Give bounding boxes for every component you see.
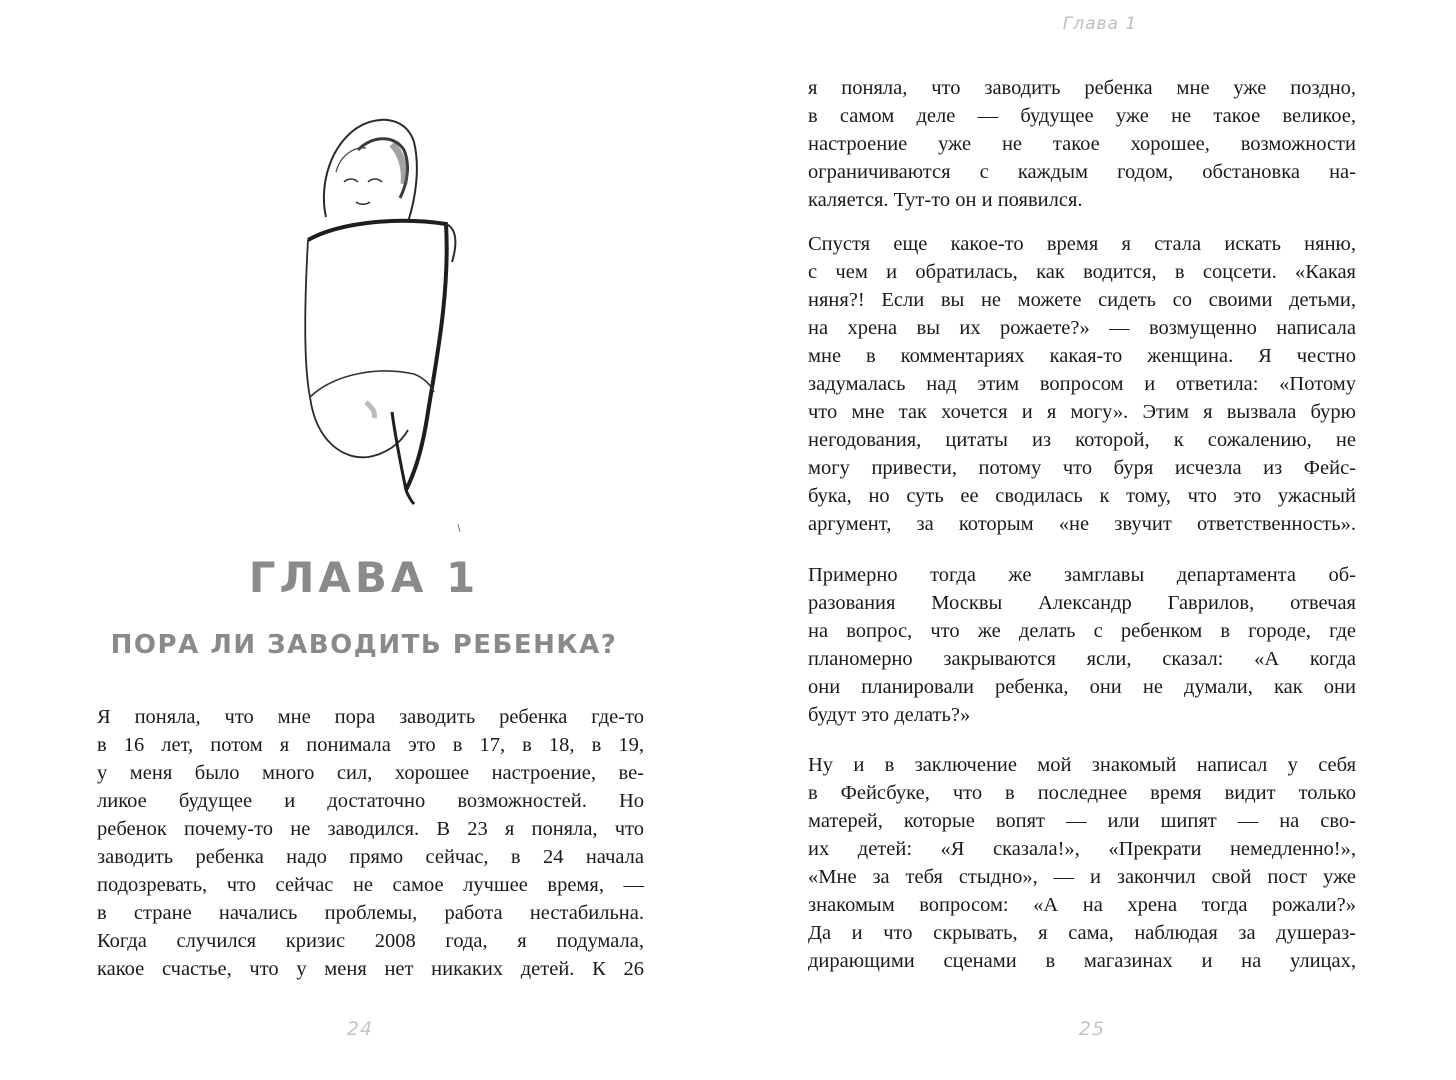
text-line: негодования, цитаты из которой, к сожалению, не [808,429,1356,451]
right-page [728,0,1456,1080]
text-line: с чем и обратилась, как водится, в соцсети. «Какая [808,261,1356,283]
text-line: я поняла, что заводить ребенка мне уже поздно, [808,77,1356,99]
page-number: 25 [1078,1018,1106,1040]
text-line: аргумент, за которым «не звучит ответственность». [808,513,1356,535]
text-line: задумалась над этим вопросом и ответила: «Потому [808,373,1356,395]
text-line: в стране начались проблемы, работа нестабильна. [97,902,644,924]
text-line: будут это делать?» [808,704,971,726]
text-line: их детей: «Я сказала!», «Прекрати немедленно!», [808,838,1356,860]
text-line: знакомым вопросом: «А на хрена тогда рожали?» [808,894,1356,916]
text-line: что мне так хочется и я могу». Этим я вызвала бурю [808,401,1356,423]
text-line: в самом деле — будущее уже не такое великое, [808,105,1356,127]
text-line: могу привести, потому что буря исчезла из Фейс- [808,457,1356,479]
text-line: ребенок почему-то не заводился. В 23 я поняла, что [97,818,644,840]
text-line: ликое будущее и достаточно возможностей. Но [97,790,644,812]
text-line: Примерно тогда же замглавы департамента об- [808,564,1356,586]
text-line: Ну и в заключение мой знакомый написал у себя [808,754,1356,776]
running-head: Глава 1 [1062,14,1138,34]
text-line: какое счастье, что у меня нет никаких детей. К 26 [97,958,644,980]
text-line: настроение уже не такое хорошее, возможности [808,133,1356,155]
text-line: няня?! Если вы не можете сидеть со своими детьми, [808,289,1356,311]
text-line: у меня было много сил, хорошее настроение, ве- [97,762,644,784]
text-line: мне в комментариях какая-то женщина. Я честно [808,345,1356,367]
text-line: на вопрос, что же делать с ребенком в городе, где [808,620,1356,642]
text-line: Когда случился кризис 2008 года, я подумала, [97,930,644,952]
page-number: 24 [346,1018,374,1040]
text-line: подозревать, что сейчас не самое лучшее время, — [97,874,644,896]
text-line: ограничиваются с каждым годом, обстановка на- [808,161,1356,183]
swaddled-baby-illustration [296,112,476,532]
text-line: они планировали ребенка, они не думали, как они [808,676,1356,698]
chapter-title: ПОРА ЛИ ЗАВОДИТЬ РЕБЕНКА? [110,630,618,660]
text-line: планомерно закрываются ясли, сказал: «А когда [808,648,1356,670]
text-line: матерей, которые вопят — или шипят — на сво- [808,810,1356,832]
text-line: Да и что скрывать, я сама, наблюдая за душераз- [808,922,1356,944]
text-line: заводить ребенка надо прямо сейчас, в 24 начала [97,846,644,868]
text-line: каляется. Тут-то он и появился. [808,189,1083,211]
text-line: в 16 лет, потом я понимала это в 17, в 18, в 19, [97,734,644,756]
text-line: бука, но суть ее сводилась к тому, что это ужасный [808,485,1356,507]
chapter-number: ГЛАВА 1 [248,553,480,602]
text-line: разования Москвы Александр Гаврилов, отвечая [808,592,1356,614]
text-line: дирающими сценами в магазинах и на улицах, [808,950,1356,972]
text-line: на хрена вы их рожаете?» — возмущенно написала [808,317,1356,339]
text-line: Я поняла, что мне пора заводить ребенка где-то [97,706,644,728]
text-line: в Фейсбуке, что в последнее время видит только [808,782,1356,804]
text-line: Спустя еще какое-то время я стала искать няню, [808,233,1356,255]
text-line: «Мне за тебя стыдно», — и закончил свой пост уже [808,866,1356,888]
